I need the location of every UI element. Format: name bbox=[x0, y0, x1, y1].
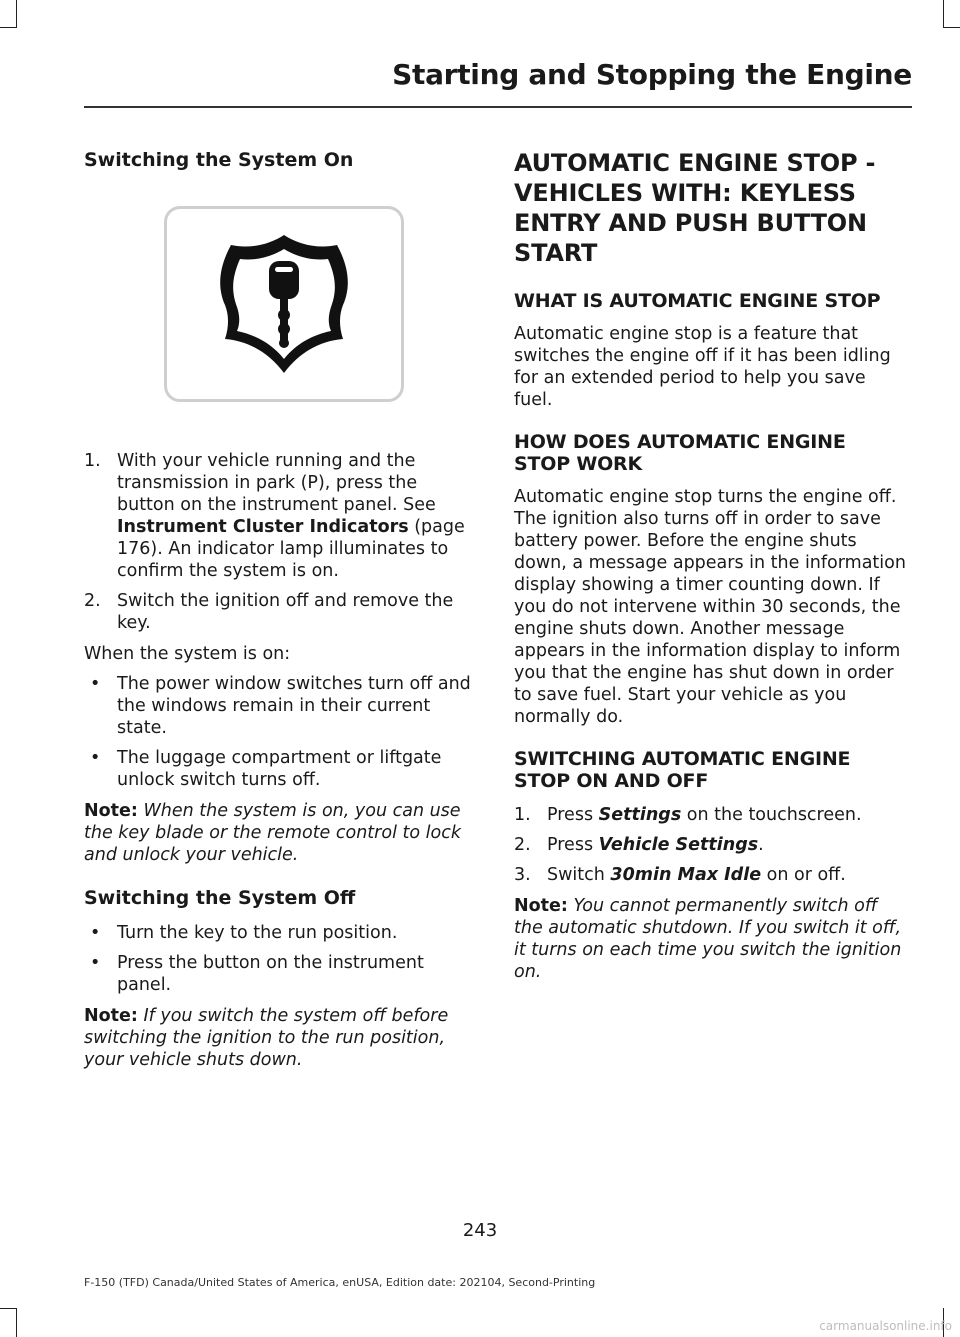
step-text: Switch the ignition off and remove the key. bbox=[117, 591, 454, 633]
left-column bbox=[84, 140, 476, 1071]
figure-frame bbox=[164, 206, 404, 402]
crop-mark bbox=[943, 0, 944, 28]
main-section-heading bbox=[514, 148, 906, 268]
note-text: If you switch the system off before switching the ignition to the run position, your vehicle shuts down. bbox=[84, 1006, 449, 1070]
bullet-icon: • bbox=[90, 748, 101, 768]
note-label: Note: bbox=[84, 1006, 138, 1026]
note bbox=[84, 1005, 476, 1071]
step-text: With your vehicle running and the transmission in park (P), press the button on the instrument panel. See bbox=[117, 451, 436, 515]
step-text: Switch bbox=[547, 865, 611, 885]
section-heading: WHAT IS AUTOMATIC ENGINE STOP bbox=[514, 290, 881, 312]
bullet-icon: • bbox=[90, 953, 101, 973]
heading-line: AUTOMATIC ENGINE STOP - bbox=[514, 149, 876, 177]
when-on-text: When the system is on: bbox=[84, 644, 291, 664]
crop-mark bbox=[0, 27, 16, 28]
section-heading: HOW DOES AUTOMATIC ENGINE STOP WORK bbox=[514, 431, 846, 475]
header-rule bbox=[84, 106, 912, 108]
list-item bbox=[84, 673, 476, 739]
crop-mark bbox=[943, 27, 960, 28]
note-text: When the system is on, you can use the key blade or the remote control to lock and unlock your vehicle. bbox=[84, 801, 461, 865]
bullet-text: The luggage compartment or liftgate unlock switch turns off. bbox=[117, 748, 442, 790]
page-number: 243 bbox=[462, 1220, 498, 1241]
list-item bbox=[514, 804, 906, 826]
list-item bbox=[84, 450, 476, 582]
list-item bbox=[84, 952, 476, 996]
step-number: 1. bbox=[514, 805, 531, 825]
crop-mark bbox=[0, 1308, 16, 1309]
bullet-icon: • bbox=[90, 674, 101, 694]
page-title: Starting and Stopping the Engine bbox=[392, 58, 912, 91]
right-column bbox=[514, 140, 906, 983]
heading-system-off: Switching the System Off bbox=[84, 887, 356, 909]
note-text: You cannot permanently switch off the automatic shutdown. If you switch it off, it turns on each time you switch the ignition on. bbox=[514, 896, 902, 982]
watermark: carmanualsonline.info bbox=[819, 1319, 952, 1333]
on-bullets-list bbox=[84, 673, 476, 791]
shield-key-icon bbox=[209, 229, 359, 379]
settings-steps-list bbox=[514, 804, 906, 886]
crop-mark bbox=[16, 1308, 17, 1337]
section-heading: SWITCHING AUTOMATIC ENGINE STOP ON AND OFF bbox=[514, 748, 851, 792]
list-item bbox=[84, 747, 476, 791]
ui-label: Vehicle Settings bbox=[598, 835, 759, 855]
heading-line: ENTRY AND PUSH BUTTON bbox=[514, 209, 867, 237]
heading-line: VEHICLES WITH: KEYLESS bbox=[514, 179, 856, 207]
section-body: Automatic engine stop turns the engine off. The ignition also turns off in order to save battery power. Before the engine shuts down, a message appears in the information display showing a timer counting down. If you do not intervene within 30 seconds, the engine shuts down. Another message appears in the information display to inform you that the engine has shut down in order to save fuel. Start your vehicle as you normally do. bbox=[514, 487, 906, 727]
step-text: on the touchscreen. bbox=[681, 805, 862, 825]
crop-mark bbox=[16, 0, 17, 28]
step-text: Press bbox=[547, 835, 599, 855]
step-number: 2. bbox=[84, 591, 101, 611]
bullet-text: The power window switches turn off and the windows remain in their current state. bbox=[117, 674, 471, 738]
list-item bbox=[514, 834, 906, 856]
step-text: . bbox=[758, 835, 764, 855]
note bbox=[514, 895, 906, 983]
step-number: 3. bbox=[514, 865, 531, 885]
section-body: Automatic engine stop is a feature that switches the engine off if it has been idling for an extended period to help you save fuel. bbox=[514, 324, 891, 410]
on-steps-list bbox=[84, 450, 476, 634]
list-item bbox=[84, 922, 476, 944]
list-item bbox=[84, 590, 476, 634]
page-header bbox=[84, 58, 912, 91]
ui-label: 30min Max Idle bbox=[610, 865, 762, 885]
step-number: 2. bbox=[514, 835, 531, 855]
note-label: Note: bbox=[84, 801, 138, 821]
step-text: on or off. bbox=[761, 865, 846, 885]
step-text: (page 176). An indicator lamp illuminates to confirm the system is on. bbox=[117, 517, 465, 581]
step-text: Press bbox=[547, 805, 599, 825]
ui-label: Settings bbox=[598, 805, 682, 825]
bullet-text: Turn the key to the run position. bbox=[117, 923, 398, 943]
bullet-text: Press the button on the instrument panel. bbox=[117, 953, 424, 995]
note bbox=[84, 800, 476, 866]
heading-line: START bbox=[514, 239, 598, 267]
cross-reference-link[interactable]: Instrument Cluster Indicators bbox=[117, 517, 409, 537]
bullet-icon: • bbox=[90, 923, 101, 943]
off-bullets-list bbox=[84, 922, 476, 996]
note-label: Note: bbox=[514, 896, 568, 916]
edition-footer: F-150 (TFD) Canada/United States of America, enUSA, Edition date: 202104, Second-Printing bbox=[84, 1276, 596, 1289]
heading-system-on: Switching the System On bbox=[84, 149, 354, 171]
step-number: 1. bbox=[84, 451, 101, 471]
list-item bbox=[514, 864, 906, 886]
